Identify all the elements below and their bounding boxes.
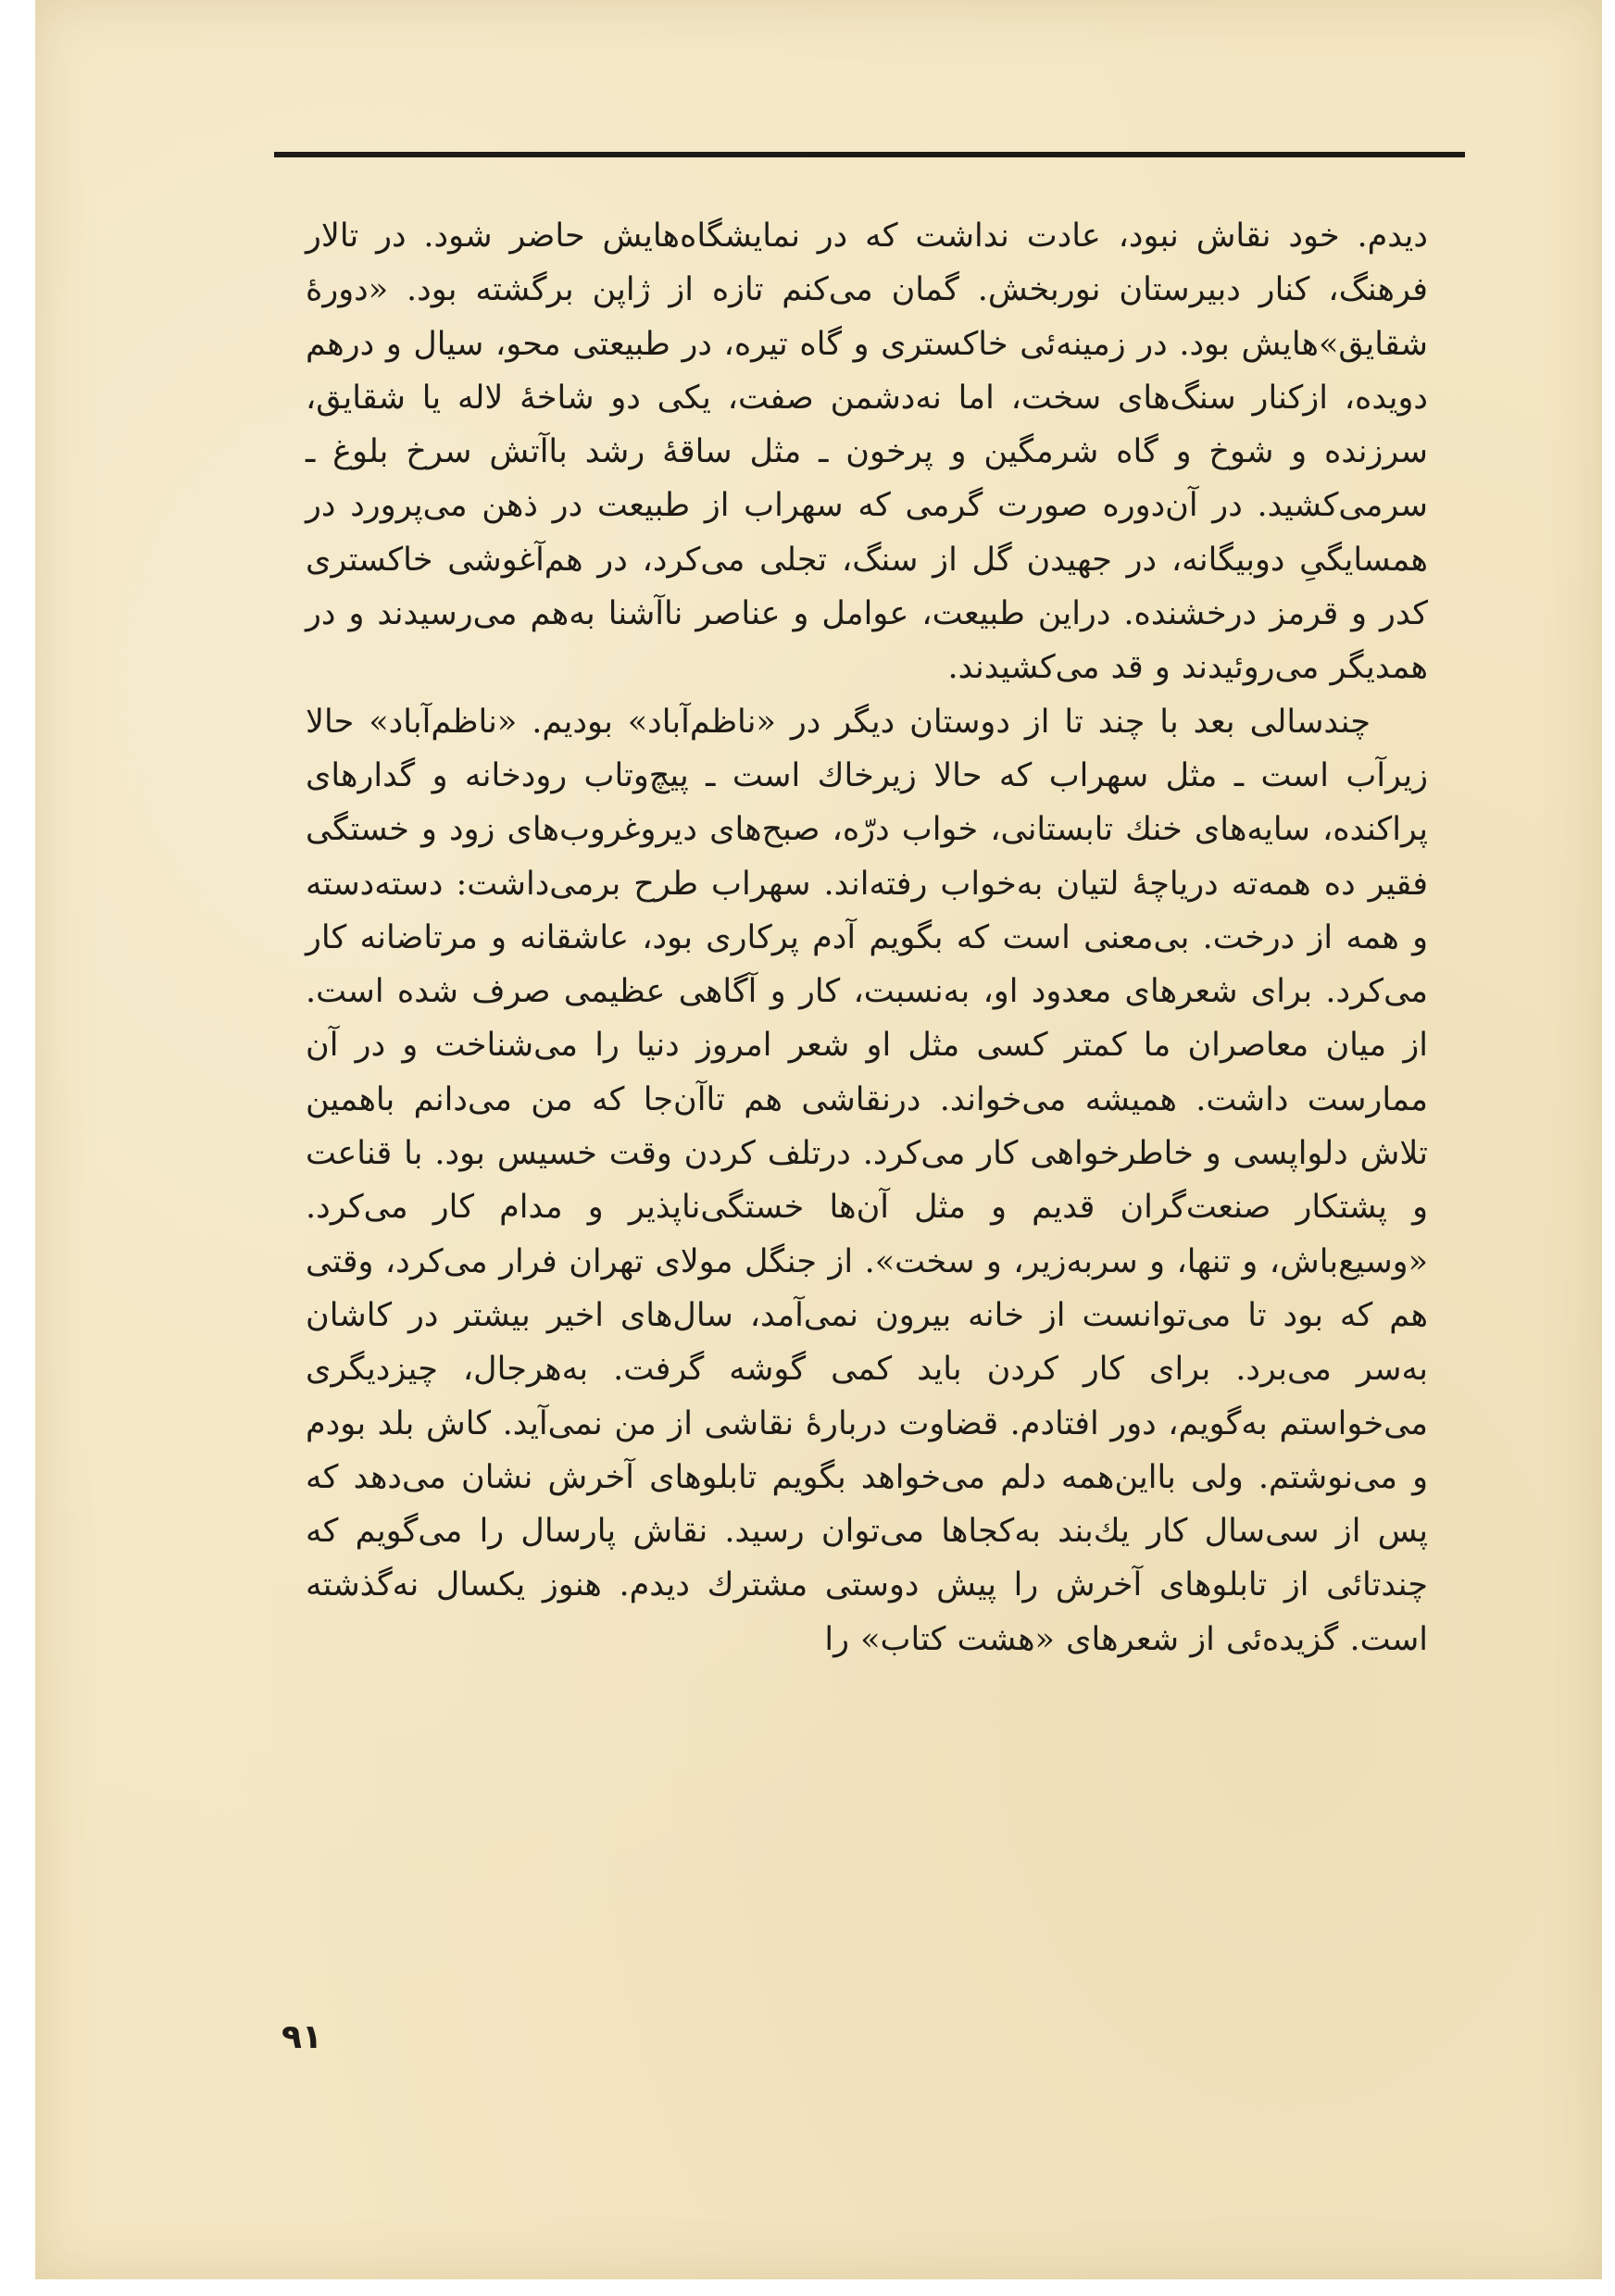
paragraph-2: چندسالی بعد با چند تا از دوستان دیگر در «ناظم‌آباد» بودیم. «ناظم‌آباد» حالا زیرآب است ـ مثل سهراب که حالا زیرخاك است ـ پیچ‌وتاب رودخانه و گدارهای پراکنده، سایه‌های خنك تابستانی، خواب درّه، صبح‌های دیروغروب‌های زود و خستگی فقیر ده همه‌ته دریاچهٔ لتیان به‌خواب رفته‌اند. سهراب طرح برمی‌داشت: دسته‌دسته و همه از درخت. بی‌معنی است که بگویم آدم پرکاری بود، عاشقانه و مرتاضانه کار می‌کرد. برای شعرهای معدود او، به‌نسبت، کار و آگاهی عظیمی صرف شده است. از میان معاصران ما کمتر کسی مثل او شعر امروز دنیا را می‌شناخت و در آن ممارست داشت. همیشه می‌خواند. درنقاشی هم تاآن‌جا که من می‌دانم باهمین تلاش دلواپسی و خاطرخواهی کار می‌کرد. درتلف کردن وقت خسیس بود. با قناعت و پشتکار صنعت‌گران قدیم و مثل آن‌ها خستگی‌ناپذیر و مدام کار می‌کرد. «وسیع‌باش، و تنها، و سربه‌زیر، و سخت». از جنگل مولای تهران فرار می‌کرد، وقتی هم که بود تا می‌توانست از خانه بیرون نمی‌آمد، سال‌های اخیر بیشتر در کاشان به‌سر می‌برد. برای کار کردن باید کمی گوشه گرفت. به‌هرجال، چیزدیگری می‌خواستم به‌گویم، دور افتادم. قضاوت دربارهٔ نقاشی از من نمی‌آید. کاش بلد بودم و می‌نوشتم. ولی بااین‌همه دلم می‌خواهد بگویم تابلوهای آخرش نشان می‌دهد که پس از سی‌سال کار یك‌بند به‌کجاها می‌توان رسید. نقاش پارسال را می‌گویم که چندتائی از تابلوهای آخرش را پیش دوستی مشترك دیدم. هنوز یکسال نه‌گذشته است. گزیده‌ئی از شعرهای «هشت کتاب» را [306, 703, 1428, 1658]
book-page [35, 0, 1602, 2279]
header-rule [274, 152, 1465, 157]
body-text [306, 209, 1428, 2061]
page-number: ۹۱ [282, 2018, 322, 2056]
paragraph-1: دیدم. خود نقاش نبود، عادت نداشت که در نمایشگاه‌هایش حاضر شود. در تالار فرهنگ، کنار دبیرستان نوربخش. گمان می‌کنم تازه از ژاپن برگشته بود. «دورهٔ شقایق»هایش بود. در زمینه‌ئی خاکستری و گاه تیره، در طبیعتی محو، سیال و درهم دویده، ازکنار سنگ‌های سخت، اما نه‌دشمن صفت، یکی دو شاخهٔ لاله یا شقایق، سرزنده و شوخ و گاه شرمگین و پرخون ـ مثل ساقهٔ رشد باآتش سرخ بلوغ ـ سرمی‌کشید. در آن‌دوره صورت گرمی که سهراب از طبیعت در ذهن می‌پرورد در همسایگیِ دوبیگانه، در جهیدن گل از سنگ، تجلی می‌کرد، در هم‌آغوشی خاکستری کدر و قرمز درخشنده. دراین طبیعت، عوامل و عناصر ناآشنا به‌هم می‌رسیدند و در همدیگر می‌روئیدند و قد می‌کشیدند. [306, 218, 1428, 687]
